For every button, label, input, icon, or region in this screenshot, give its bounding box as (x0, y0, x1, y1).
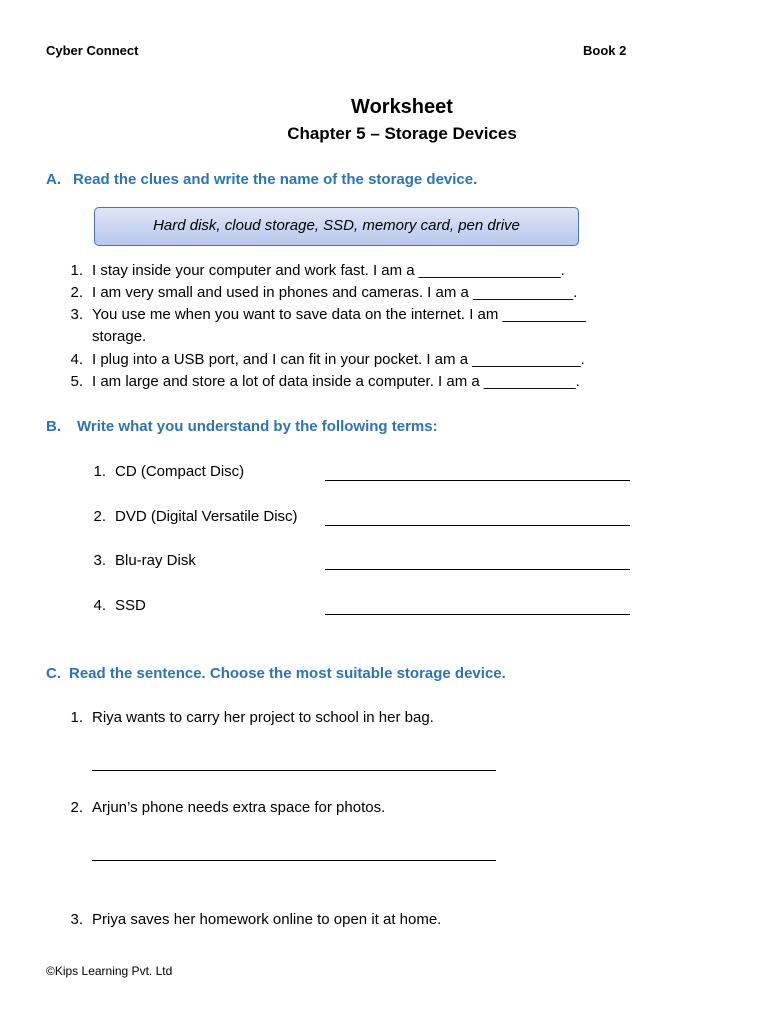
term-number: 3. (93, 552, 106, 569)
list-item-text: I stay inside your computer and work fast. I am a _________________. (92, 262, 565, 279)
section-b-letter: B. (46, 418, 61, 435)
question-number: 1. (70, 709, 83, 726)
term-number: 2. (93, 508, 106, 525)
term-label: CD (Compact Disc) (115, 463, 245, 480)
question-text: Priya saves her homework online to open it at home. (92, 911, 442, 928)
term-label: Blu-ray Disk (115, 552, 196, 569)
page-subtitle: Chapter 5 – Storage Devices (287, 124, 517, 143)
term-label: SSD (115, 597, 146, 614)
list-item-text: I am large and store a lot of data inside a computer. I am a ___________. (92, 373, 580, 390)
list-item-number: 4. (70, 351, 83, 368)
answer-line[interactable] (325, 480, 630, 481)
page-title: Worksheet (351, 96, 453, 118)
section-c-letter: C. (46, 665, 61, 682)
answer-line[interactable] (325, 569, 630, 570)
question-number: 3. (70, 911, 83, 928)
clue-words: Hard disk, cloud storage, SSD, memory card, pen drive (153, 217, 520, 234)
section-a-heading: Read the clues and write the name of the storage device. (73, 171, 478, 188)
term-number: 1. (93, 463, 106, 480)
section-a-letter: A. (46, 171, 61, 188)
list-item-number: 2. (70, 284, 83, 301)
clue-word-box (94, 207, 579, 246)
answer-line[interactable] (92, 860, 496, 861)
answer-line[interactable] (92, 770, 496, 771)
list-item-number: 5. (70, 373, 83, 390)
section-b-heading: Write what you understand by the following terms: (77, 418, 438, 435)
list-item-text: I am very small and used in phones and cameras. I am a ____________. (92, 284, 578, 301)
answer-line[interactable] (325, 525, 630, 526)
question-text: Riya wants to carry her project to school in her bag. (92, 709, 434, 726)
list-item-text-continued: storage. (92, 328, 147, 345)
header-book-series: Cyber Connect (46, 43, 139, 58)
term-label: DVD (Digital Versatile Disc) (115, 508, 298, 525)
section-c-heading: Read the sentence. Choose the most suitable storage device. (69, 665, 506, 682)
copyright-footer: ©Kips Learning Pvt. Ltd (46, 964, 173, 978)
list-item-text: I plug into a USB port, and I can fit in your pocket. I am a _____________. (92, 351, 585, 368)
question-text: Arjun’s phone needs extra space for photos. (92, 799, 386, 816)
header-book-number: Book 2 (583, 43, 627, 58)
question-number: 2. (70, 799, 83, 816)
term-number: 4. (93, 597, 106, 614)
list-item-number: 3. (70, 306, 83, 323)
list-item-number: 1. (70, 262, 83, 279)
answer-line[interactable] (325, 614, 630, 615)
list-item-text: You use me when you want to save data on the internet. I am __________ (92, 306, 586, 323)
